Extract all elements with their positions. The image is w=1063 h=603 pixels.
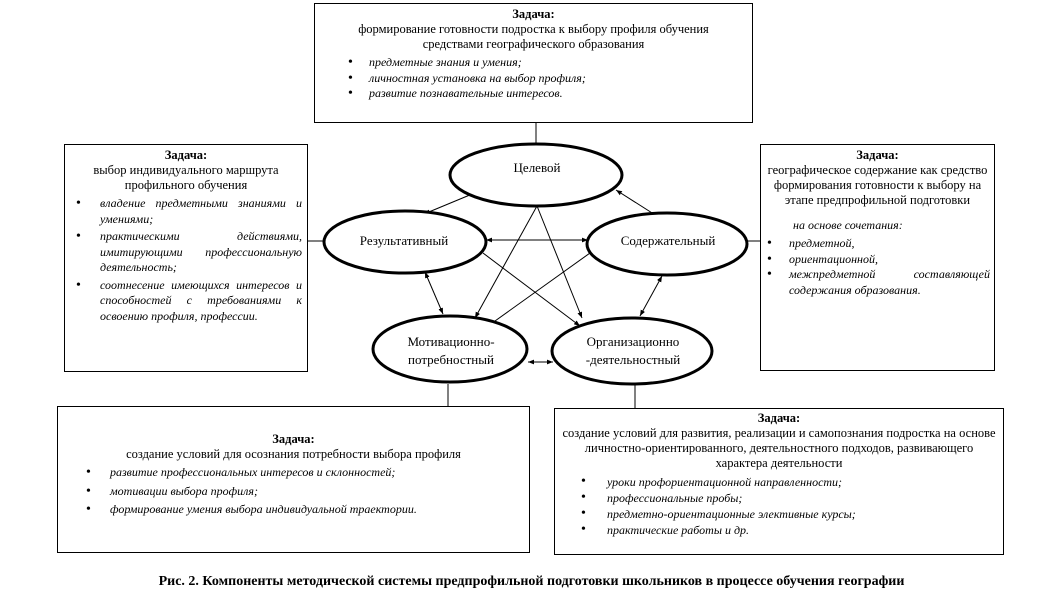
list-item: • практические работы и др. xyxy=(559,522,999,538)
task-box-result-text-line1: выбор индивидуального маршрута xyxy=(93,163,279,177)
list-item: • владение предметными знаниями и умениями; xyxy=(70,196,302,227)
task-box-target-text-line1: формирование готовности подростка к выбору профиля обучения xyxy=(358,22,709,36)
list-item: • развитие познавательные интересов. xyxy=(323,86,744,102)
list-item: • практическими действиями, имитирующими профессиональную деятельность; xyxy=(70,229,302,276)
task-box-motivation-text: создание условий для осознания потребности выбора профиля xyxy=(126,447,461,461)
task-box-content-text: географическое содержание как средство формирования готовности к выбору на этапе предпрофильной подготовки xyxy=(767,163,988,207)
arrow-content-motivation xyxy=(488,253,590,326)
list-item: • уроки профориентационной направленности; xyxy=(559,474,999,490)
task-box-result-title: Задача: xyxy=(164,148,208,162)
task-box-result-list xyxy=(70,196,302,324)
list-item: • профессиональные пробы; xyxy=(559,490,999,506)
task-box-content xyxy=(760,144,995,371)
task-box-target xyxy=(314,3,753,123)
node-target-label: Целевой xyxy=(513,160,561,175)
task-box-motivation-list xyxy=(64,465,523,518)
task-box-target-list xyxy=(323,55,744,102)
node-content-label: Содержательный xyxy=(620,233,716,248)
list-item: • межпредметной составляющей содержания образования. xyxy=(765,267,990,298)
list-item: • личностная установка на выбор профиля; xyxy=(323,71,744,87)
list-item: • формирование умения выбора индивидуальной траектории. xyxy=(64,502,523,518)
list-item: • ориентационной, xyxy=(765,252,990,268)
node-motivation-label-line1: Мотивационно- xyxy=(407,334,495,349)
node-organization xyxy=(552,318,712,384)
task-box-organization-text: создание условий для развития, реализации и самопознания подростка на основе личностно-ориентированного, деятельностного подходов, развивающего характера деятельности xyxy=(562,426,996,470)
task-box-motivation xyxy=(57,406,530,553)
task-box-content-list xyxy=(765,236,990,298)
task-box-result-text-line2: профильного обучения xyxy=(124,178,248,192)
list-item: • мотивации выбора профиля; xyxy=(64,484,523,500)
task-box-motivation-title: Задача: xyxy=(272,432,315,446)
node-motivation-label-line2: потребностный xyxy=(408,352,494,367)
list-item: • предметной, xyxy=(765,236,990,252)
task-box-content-title: Задача: xyxy=(856,148,899,162)
node-organization-label-line1: Организационно xyxy=(586,334,680,349)
arrow-content-organization xyxy=(640,276,662,316)
task-box-target-title: Задача: xyxy=(512,7,555,21)
list-item: • развитие профессиональных интересов и склонностей; xyxy=(64,465,523,481)
task-box-organization xyxy=(554,408,1004,555)
arrow-target-motivation xyxy=(475,206,537,318)
node-motivation xyxy=(373,316,527,382)
node-organization-label-line2: -деятельностный xyxy=(585,352,681,367)
node-result-label: Результативный xyxy=(359,233,449,248)
arrow-result-motivation xyxy=(425,272,443,314)
list-item: • предметно-ориентационные элективные курсы; xyxy=(559,506,999,522)
arrow-target-organization xyxy=(537,206,582,318)
task-box-content-basis: на основе сочетания: xyxy=(793,218,903,232)
task-box-target-text-line2: средствами географического образования xyxy=(422,37,645,51)
list-item: • соотнесение имеющихся интересов и способностей с требованиями к освоению профиля, профессии. xyxy=(70,278,302,325)
node-target xyxy=(450,144,622,206)
task-box-organization-title: Задача: xyxy=(757,411,801,425)
task-box-organization-list xyxy=(559,474,999,538)
task-box-result xyxy=(64,144,308,372)
arrow-result-organization xyxy=(483,253,580,326)
figure-caption: Рис. 2. Компоненты методической системы предпрофильной подготовки школьников в процессе обучения географии xyxy=(158,574,905,589)
list-item: • предметные знания и умения; xyxy=(323,55,744,71)
